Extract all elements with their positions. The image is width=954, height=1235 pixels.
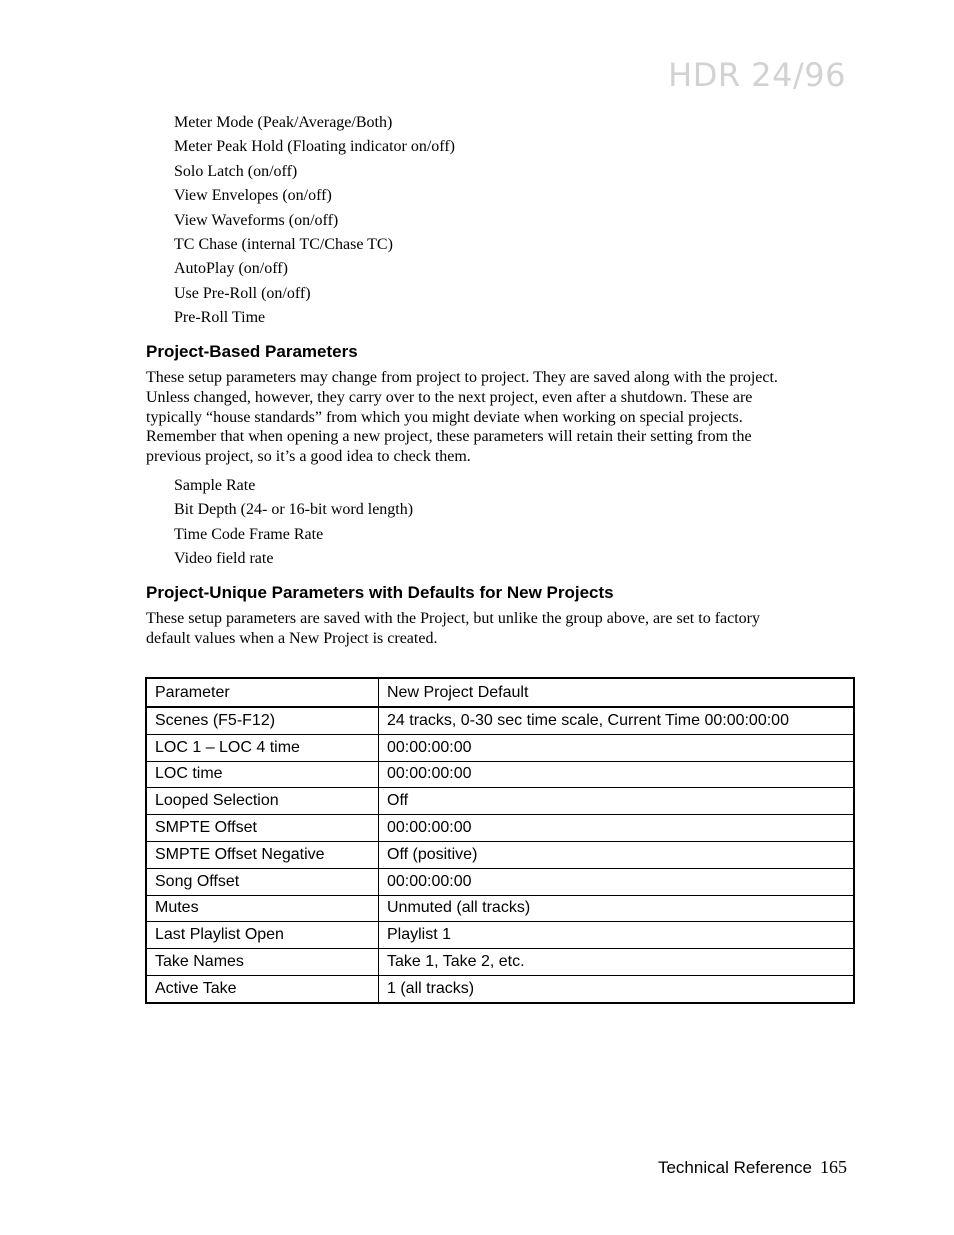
table-cell-default: Off (positive) (379, 841, 855, 868)
table-row (146, 761, 854, 788)
page-footer (658, 1157, 847, 1178)
table-cell-default: Take 1, Take 2, etc. (379, 949, 855, 976)
table-cell-parameter: Looped Selection (146, 788, 379, 815)
table-row (146, 975, 854, 1002)
paragraph-line: default values when a New Project is created. (146, 629, 438, 647)
table-header-row (146, 678, 854, 707)
table-cell-parameter: LOC time (146, 761, 379, 788)
paragraph-line: Unless changed, however, they carry over to the next project, even after a shutdown. These are (146, 388, 753, 406)
list-item: Meter Mode (Peak/Average/Both) (174, 114, 393, 131)
project-based-paragraph (146, 368, 846, 467)
section-heading-project-based: Project-Based Parameters (146, 342, 358, 361)
table-cell-parameter: SMPTE Offset (146, 815, 379, 842)
table-cell-parameter: Mutes (146, 895, 379, 922)
list-item: Solo Latch (on/off) (174, 162, 298, 180)
table-cell-default: 00:00:00:00 (379, 868, 855, 895)
paragraph-line: typically “house standards” from which you might deviate when working on special projects. (146, 408, 743, 426)
page-header-title: HDR 24/96 (668, 56, 846, 94)
paragraph-line: Remember that when opening a new project, these parameters will retain their setting from the (146, 428, 752, 446)
list-item: Video field rate (174, 550, 274, 568)
table-cell-parameter: Last Playlist Open (146, 922, 379, 949)
page-number: 165 (820, 1157, 847, 1177)
list-item: View Waveforms (on/off) (174, 211, 339, 229)
list-item: Use Pre-Roll (on/off) (174, 284, 311, 302)
table-row (146, 707, 854, 734)
table-cell-default: 24 tracks, 0-30 sec time scale, Current Time 00:00:00:00 (379, 707, 855, 734)
new-project-defaults-table (145, 677, 855, 1004)
table-cell-default: 00:00:00:00 (379, 815, 855, 842)
table-cell-default: 00:00:00:00 (379, 734, 855, 761)
table-cell-parameter: Scenes (F5-F12) (146, 707, 379, 734)
table-cell-default: 1 (all tracks) (379, 975, 855, 1002)
list-item: View Envelopes (on/off) (174, 187, 332, 205)
table-row (146, 868, 854, 895)
table-row (146, 949, 854, 976)
table-row (146, 734, 854, 761)
table-cell-default: Playlist 1 (379, 922, 855, 949)
list-item: Time Code Frame Rate (174, 525, 324, 543)
project-based-list (174, 474, 413, 572)
table-cell-parameter: SMPTE Offset Negative (146, 841, 379, 868)
paragraph-line: These setup parameters may change from project to project. They are saved along with the project. (146, 369, 778, 386)
table-row (146, 815, 854, 842)
global-settings-list (174, 111, 455, 331)
footer-section-label: Technical Reference (657, 1158, 812, 1177)
section-heading-project-unique: Project-Unique Parameters with Defaults for New Projects (146, 583, 614, 602)
list-item: Meter Peak Hold (Floating indicator on/off) (174, 138, 455, 156)
table-row (146, 788, 854, 815)
table-row (146, 841, 854, 868)
list-item: AutoPlay (on/off) (174, 260, 288, 278)
paragraph-line: These setup parameters are saved with the Project, but unlike the group above, are set to factory (146, 610, 760, 627)
table-cell-default: 00:00:00:00 (379, 761, 855, 788)
table-cell-default: Unmuted (all tracks) (379, 895, 855, 922)
list-item: TC Chase (internal TC/Chase TC) (174, 235, 393, 253)
list-item: Bit Depth (24- or 16-bit word length) (174, 501, 414, 519)
project-unique-paragraph (146, 609, 846, 649)
list-item: Pre-Roll Time (174, 309, 266, 327)
paragraph-line: previous project, so it’s a good idea to check them. (146, 448, 471, 466)
table-cell-default: Off (379, 788, 855, 815)
table-cell-parameter: Song Offset (146, 868, 379, 895)
table-cell-parameter: Take Names (146, 949, 379, 976)
table-cell-parameter: Active Take (146, 975, 379, 1002)
column-header-default: New Project Default (379, 678, 855, 707)
table-row (146, 895, 854, 922)
table-row (146, 922, 854, 949)
list-item: Sample Rate (174, 477, 256, 494)
table-cell-parameter: LOC 1 – LOC 4 time (146, 734, 379, 761)
column-header-parameter: Parameter (146, 678, 379, 707)
